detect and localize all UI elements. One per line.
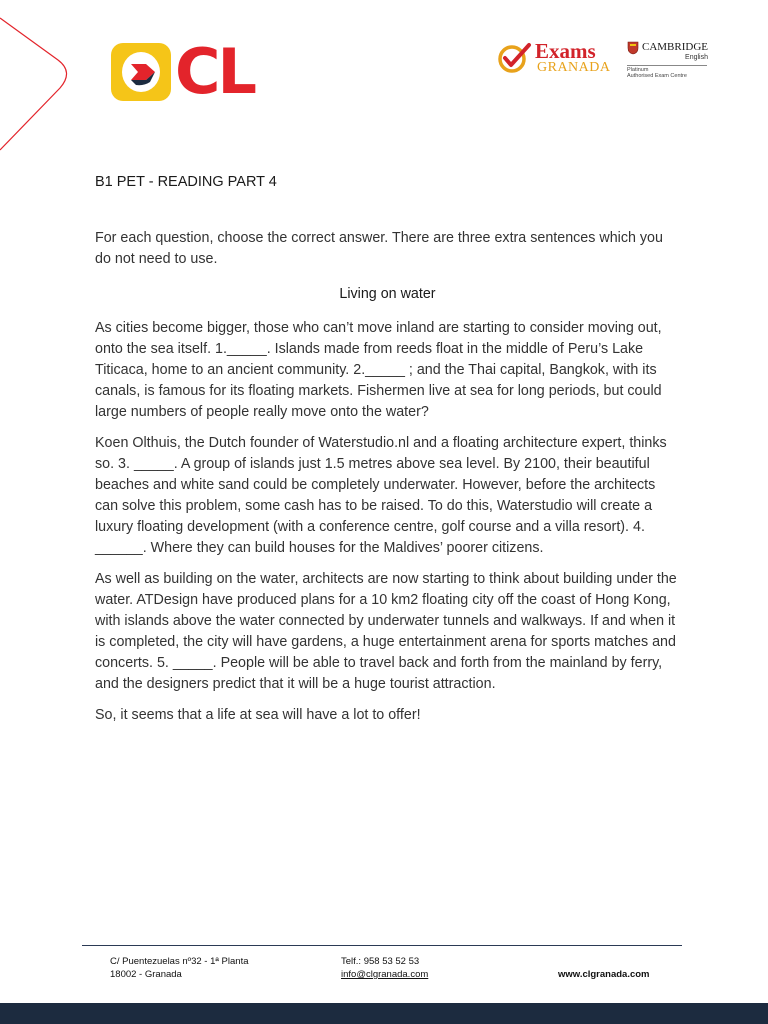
footer-address bbox=[110, 955, 249, 981]
cl-logo bbox=[111, 35, 281, 108]
shield-icon bbox=[627, 41, 639, 55]
divider bbox=[627, 65, 707, 66]
article-paragraph: Koen Olthuis, the Dutch founder of Waterstudio.nl and a floating architecture expert, thinks so. 3. _____. A group of islands just 1.5 metres above sea level. By 2100, their beautiful beaches and white sand could be completely underwater. However, before the architects can solve this problem, some cash has to be raised. To do this, Waterstudio will create a luxury floating development (with a conference centre, golf course and a villa resort). 4. ______. Where they can build houses for the Maldives’ poorer citizens. bbox=[95, 435, 667, 556]
cambridge-english-logo bbox=[627, 41, 712, 83]
exams-logo-subtitle: GRANADA bbox=[537, 60, 611, 75]
article-title: Living on water bbox=[339, 286, 436, 302]
footer-website-link[interactable]: www.clgranada.com bbox=[558, 969, 650, 980]
checkmark-icon bbox=[497, 42, 533, 74]
instructions: For each question, choose the correct answer. There are three extra sentences which you do not need to use. bbox=[95, 230, 663, 267]
footer-address-line2: 18002 - Granada bbox=[110, 969, 182, 980]
article-paragraph: So, it seems that a life at sea will have a lot to offer! bbox=[95, 707, 421, 723]
cambridge-tier: Platinum bbox=[627, 67, 649, 73]
cambridge-caption: Authorised Exam Centre bbox=[627, 73, 687, 79]
article-paragraph: As cities become bigger, those who can’t move inland are starting to consider moving out, onto the sea itself. 1._____. Islands made from reeds float in the middle of Peru’s Lake Titicaca, home to an ancient community. 2._____ ; and the Thai capital, Bangkok, with its canals, is famous for its floating markets. Fishermen live at sea for long periods, but could large numbers of people really move onto the water? bbox=[95, 320, 662, 420]
page-heading: B1 PET - READING PART 4 bbox=[95, 174, 277, 190]
cl-logo-text: CL bbox=[175, 35, 255, 108]
footer-email-link[interactable]: info@clgranada.com bbox=[341, 969, 429, 980]
footer-address-line1: C/ Puentezuelas nº32 - 1ª Planta bbox=[110, 956, 249, 967]
footer-contact bbox=[341, 955, 428, 981]
exams-logo-title: Exams bbox=[535, 39, 596, 63]
cambridge-logo-title: CAMBRIDGE bbox=[642, 41, 709, 53]
cambridge-logo-subtitle: English bbox=[685, 54, 708, 61]
footer-bar bbox=[0, 1003, 768, 1024]
cl-logo-icon bbox=[111, 43, 171, 101]
footer-divider bbox=[82, 945, 682, 946]
article-paragraph: As well as building on the water, architects are now starting to think about building under the water. ATDesign have produced plans for a 10 km2 floating city off the coast of Hong Kong, with islands above the water connected by underwater tunnels and walkways. If and when it is completed, the city will have gardens, a huge entertainment arena for sports matches and concerts. 5. _____. People will be able to travel back and forth from the mainland by ferry, and the designers predict that it will be a huge tourist attraction. bbox=[95, 571, 677, 692]
decorative-corner-arc bbox=[0, 0, 80, 160]
exams-granada-logo bbox=[497, 40, 612, 76]
document-body bbox=[95, 228, 680, 736]
footer-phone: Telf.: 958 53 52 53 bbox=[341, 956, 420, 967]
